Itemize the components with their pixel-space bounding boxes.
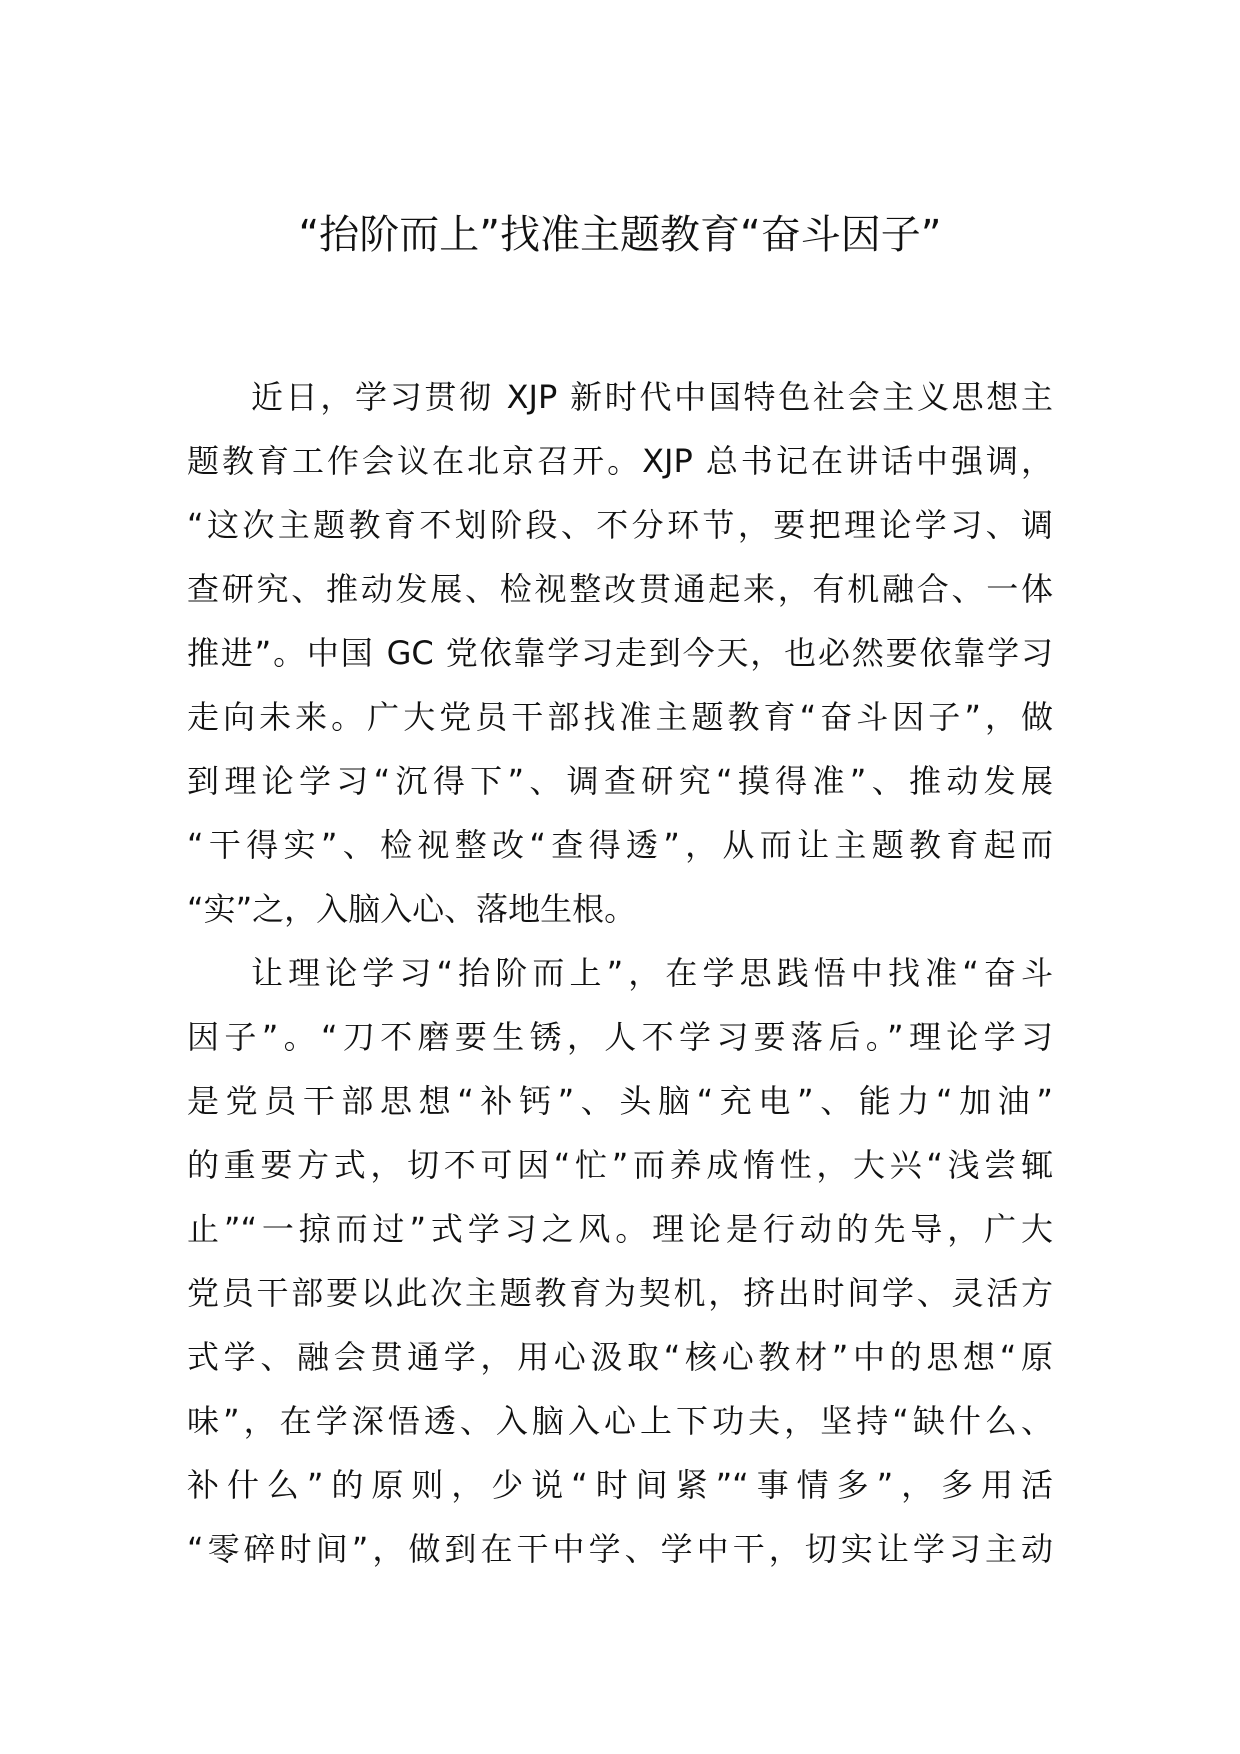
paragraph-2 xyxy=(187,941,1053,1581)
paragraph-line: 味”，在学深悟透、入脑入心上下功夫，坚持“缺什么、 xyxy=(187,1402,1053,1440)
paragraph-line: 式学、融会贯通学，用心汲取“核心教材”中的思想“原 xyxy=(187,1338,1053,1376)
paragraph-line: 到理论学习“沉得下”、调查研究“摸得准”、推动发展 xyxy=(187,762,1053,800)
paragraph-line: 题教育工作会议在北京召开。XJP 总书记在讲话中强调， xyxy=(187,442,1053,480)
paragraph-1 xyxy=(187,365,1053,941)
paragraph-line: 的重要方式，切不可因“忙”而养成惰性，大兴“浅尝辄 xyxy=(187,1146,1053,1184)
paragraph-line: 因子”。“刀不磨要生锈，人不学习要落后。”理论学习 xyxy=(187,1018,1053,1056)
paragraph-line: 是党员干部思想“补钙”、头脑“充电”、能力“加油” xyxy=(187,1082,1053,1120)
paragraph-line: 近日，学习贯彻 XJP 新时代中国特色社会主义思想主 xyxy=(251,378,1053,416)
paragraph-line: 补什么”的原则，少说“时间紧”“事情多”，多用活 xyxy=(187,1466,1053,1504)
document-body xyxy=(187,365,1053,1581)
paragraph-line: 止”“一掠而过”式学习之风。理论是行动的先导，广大 xyxy=(187,1210,1053,1248)
paragraph-line: “这次主题教育不划阶段、不分环节，要把理论学习、调 xyxy=(187,506,1053,544)
paragraph-line: “干得实”、检视整改“查得透”，从而让主题教育起而 xyxy=(187,826,1053,864)
paragraph-line: 党员干部要以此次主题教育为契机，挤出时间学、灵活方 xyxy=(187,1274,1053,1312)
paragraph-line: 让理论学习“抬阶而上”，在学思践悟中找准“奋斗 xyxy=(251,954,1053,992)
paragraph-line: “实”之，入脑入心、落地生根。 xyxy=(187,890,637,928)
paragraph-line: “零碎时间”，做到在干中学、学中干，切实让学习主动 xyxy=(187,1530,1053,1568)
paragraph-line: 走向未来。广大党员干部找准主题教育“奋斗因子”，做 xyxy=(187,698,1053,736)
paragraph-line: 查研究、推动发展、检视整改贯通起来，有机融合、一体 xyxy=(187,570,1053,608)
document-title: “抬阶而上”找准主题教育“奋斗因子” xyxy=(298,212,942,258)
paragraph-line: 推进”。中国 GC 党依靠学习走到今天，也必然要依靠学习 xyxy=(187,634,1053,672)
